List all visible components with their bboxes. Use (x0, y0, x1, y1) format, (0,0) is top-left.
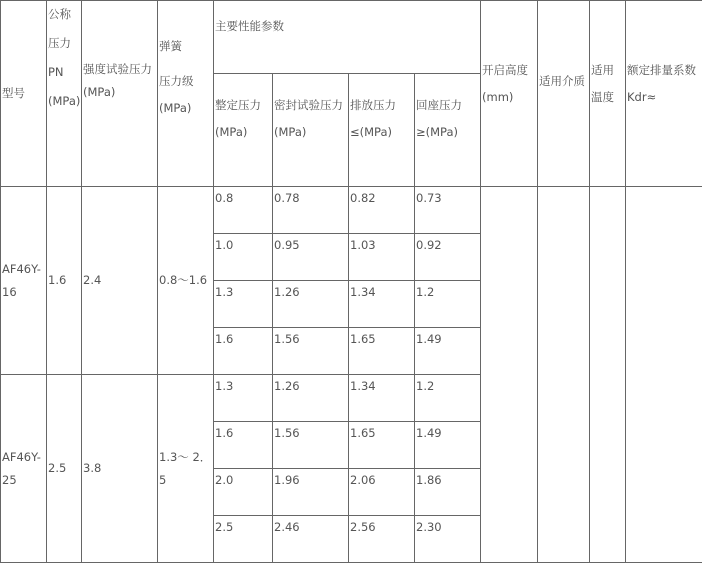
seal-test-cell: 2.46 (273, 516, 349, 563)
set-pressure-cell: 1.6 (214, 328, 273, 375)
reseat-cell: 1.49 (415, 328, 481, 375)
discharge-cell: 2.06 (349, 469, 415, 516)
header-opening-height: 开启高度 (mm) (481, 1, 538, 187)
set-pressure-cell: 2.5 (214, 516, 273, 563)
discharge-cell: 2.56 (349, 516, 415, 563)
table-row (1, 187, 702, 234)
reseat-cell: 1.2 (415, 281, 481, 328)
discharge-cell: 0.82 (349, 187, 415, 234)
set-pressure-cell: 0.8 (214, 187, 273, 234)
reseat-cell: 2.30 (415, 516, 481, 563)
header-set-pressure: 整定压力 (MPa) (214, 74, 273, 187)
reseat-cell: 0.73 (415, 187, 481, 234)
seal-test-cell: 1.26 (273, 281, 349, 328)
set-pressure-cell: 2.0 (214, 469, 273, 516)
seal-test-cell: 1.56 (273, 328, 349, 375)
reseat-cell: 0.92 (415, 234, 481, 281)
header-reseat-pressure: 回座压力 ≥(MPa) (415, 74, 481, 187)
reseat-cell: 1.2 (415, 375, 481, 422)
temperature-cell (590, 187, 626, 563)
discharge-cell: 1.65 (349, 328, 415, 375)
opening-height-cell (481, 187, 538, 563)
discharge-cell: 1.03 (349, 234, 415, 281)
spring-cell: 0.8～1.6 (158, 187, 214, 375)
set-pressure-cell: 1.3 (214, 375, 273, 422)
spring-cell: 1.3～ 2． 5 (158, 375, 214, 563)
set-pressure-cell: 1.0 (214, 234, 273, 281)
medium-cell (538, 187, 590, 563)
pn-cell: 1.6 (47, 187, 82, 375)
set-pressure-cell: 1.6 (214, 422, 273, 469)
header-temperature: 适用 温度 (590, 1, 626, 187)
header-seal-test: 密封试验压力 (MPa) (273, 74, 349, 187)
reseat-cell: 1.86 (415, 469, 481, 516)
strength-cell: 3.8 (82, 375, 158, 563)
seal-test-cell: 1.96 (273, 469, 349, 516)
reseat-cell: 1.49 (415, 422, 481, 469)
discharge-cell: 1.34 (349, 281, 415, 328)
seal-test-cell: 1.56 (273, 422, 349, 469)
set-pressure-cell: 1.3 (214, 281, 273, 328)
discharge-cell: 1.65 (349, 422, 415, 469)
seal-test-cell: 0.78 (273, 187, 349, 234)
header-strength-test: 强度试验压力 (MPa) (82, 1, 158, 187)
pn-cell: 2.5 (47, 375, 82, 563)
seal-test-cell: 1.26 (273, 375, 349, 422)
header-medium: 适用介质 (538, 1, 590, 187)
header-main-params: 主要性能参数 (214, 1, 481, 74)
header-discharge-pressure: 排放压力 ≤(MPa) (349, 74, 415, 187)
header-model: 型号 (1, 1, 47, 187)
header-discharge-coeff: 额定排量系数 Kdr≈ (626, 1, 702, 187)
model-cell: AF46Y- 16 (1, 187, 47, 375)
seal-test-cell: 0.95 (273, 234, 349, 281)
strength-cell: 2.4 (82, 187, 158, 375)
discharge-coeff-cell (626, 187, 702, 563)
header-nominal-pressure: 公称 压力 PN (MPa) (47, 1, 82, 187)
discharge-cell: 1.34 (349, 375, 415, 422)
header-spring-pressure: 弹簧 压力级 (MPa) (158, 1, 214, 187)
model-cell: AF46Y- 25 (1, 375, 47, 563)
